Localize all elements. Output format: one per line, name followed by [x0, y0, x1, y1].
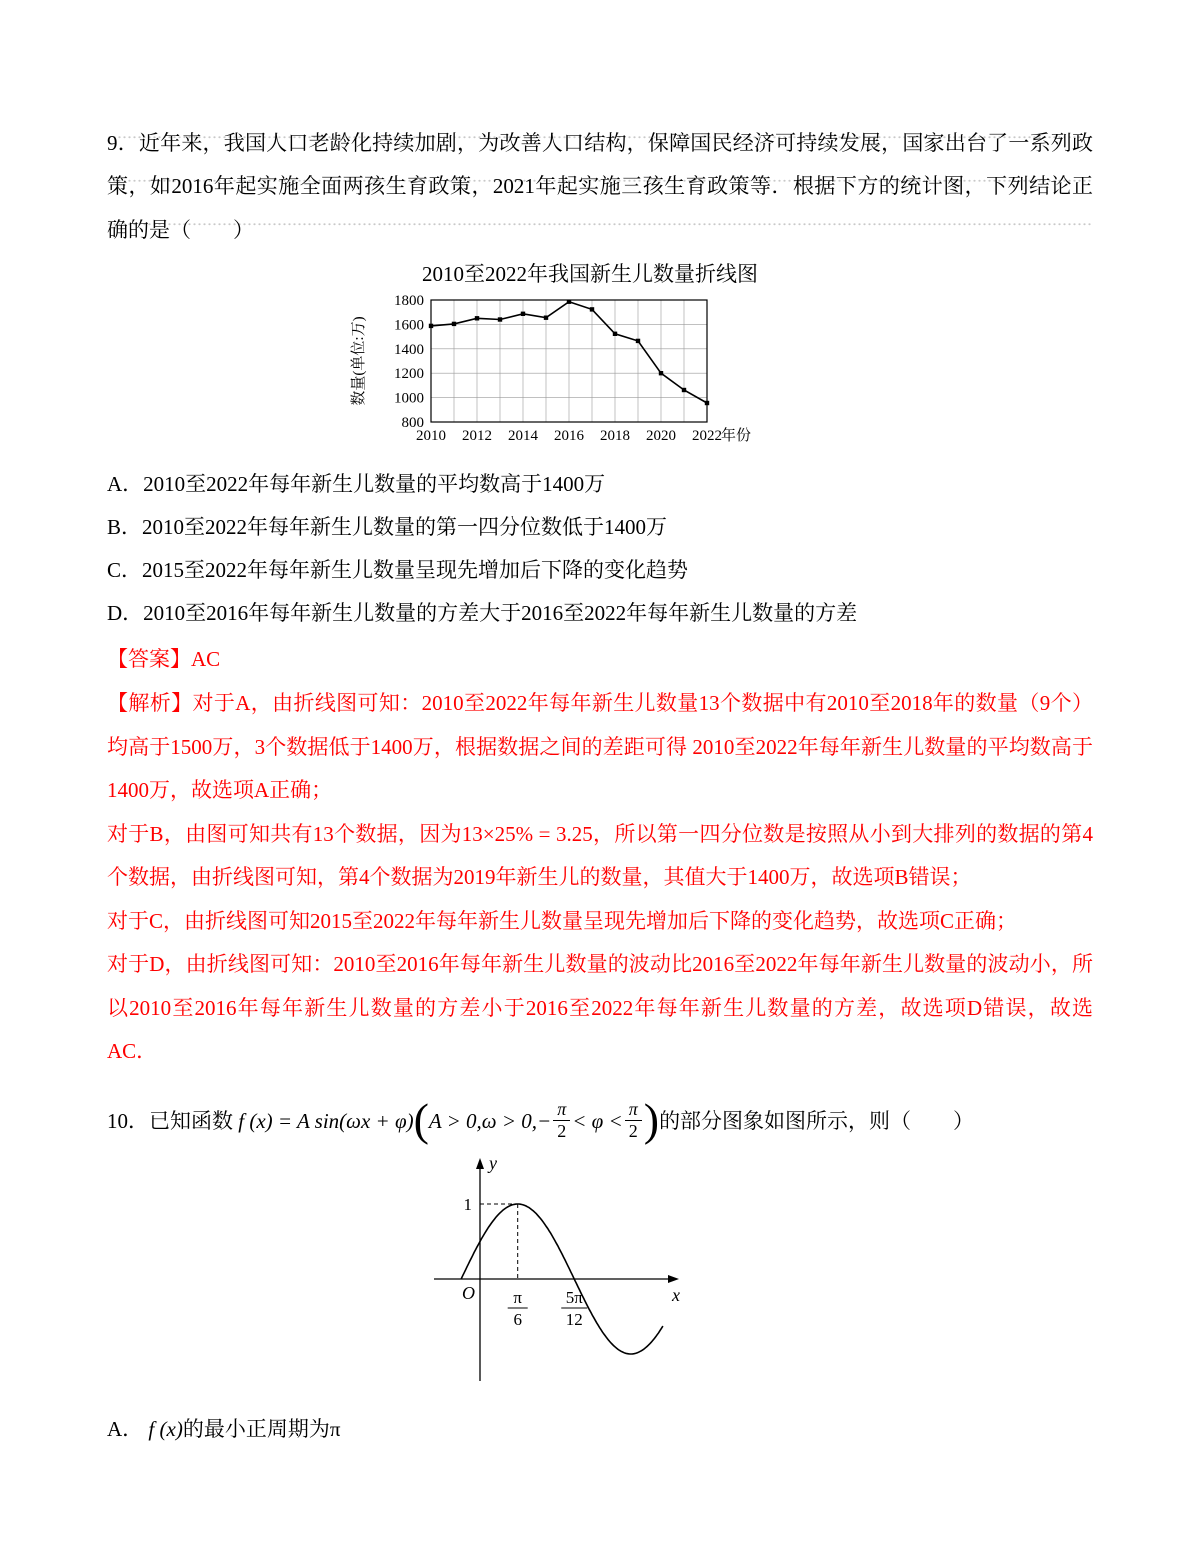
q10-cond-pre: A > 0,ω > 0,−: [428, 1108, 552, 1133]
q9-options: [107, 466, 1093, 632]
answer-label: 【答案】: [107, 646, 191, 671]
svg-text:2020: 2020: [646, 428, 676, 445]
option-text: 2015至2022年每年新生儿数量呈现先增加后下降的变化趋势: [142, 558, 689, 582]
q10-option-a-fx: f (x): [148, 1417, 183, 1442]
svg-text:π: π: [513, 1288, 522, 1308]
svg-text:1400: 1400: [394, 342, 424, 359]
left-big-paren: (: [413, 1094, 429, 1146]
svg-text:1200: 1200: [394, 366, 424, 383]
svg-text:x: x: [672, 1285, 680, 1306]
q9-option-c: [107, 552, 1093, 590]
right-big-paren: ): [643, 1094, 660, 1146]
q9-chart-block: [107, 258, 1093, 461]
svg-text:y: y: [489, 1153, 497, 1174]
svg-text:2016: 2016: [554, 428, 584, 445]
fraction-numerator: π: [553, 1100, 570, 1121]
q10-fx: f (x): [238, 1108, 273, 1133]
svg-text:2012: 2012: [462, 428, 492, 445]
option-label: B．: [107, 515, 143, 540]
q9-option-b: [107, 509, 1093, 547]
svg-text:6: 6: [513, 1310, 522, 1330]
svg-text:2014: 2014: [508, 428, 538, 445]
option-label: A．: [107, 1417, 144, 1442]
q10-option-a: [107, 1411, 1093, 1449]
svg-text:年份: 年份: [721, 428, 752, 445]
q10-number: 10．: [107, 1108, 149, 1133]
option-text: 2010至2022年每年新生儿数量的平均数高于1400万: [143, 472, 606, 497]
option-label: D．: [107, 600, 144, 625]
option-label: A．: [107, 472, 144, 497]
q10-stem-suffix: 的部分图象如图所示，则（ ）: [659, 1108, 975, 1133]
sine-function-graph: [422, 1151, 697, 1391]
svg-text:1000: 1000: [394, 391, 424, 408]
q9-analysis: [107, 682, 1093, 1073]
fraction-pi-over-2: [625, 1100, 642, 1141]
option-text: 2010至2022年每年新生儿数量的第一四分位数低于1400万: [142, 515, 668, 540]
q9-option-a: [107, 466, 1093, 504]
svg-text:O: O: [462, 1283, 475, 1304]
svg-text:2010: 2010: [416, 428, 446, 445]
q9-option-d: [107, 595, 1093, 633]
newborn-line-chart-holder: [347, 290, 1093, 461]
question-10-stem: [107, 1094, 1093, 1146]
q10-cond-mid: < φ <: [572, 1108, 623, 1133]
question-9: [107, 122, 1093, 1074]
svg-text:12: 12: [565, 1310, 583, 1330]
sine-graph-holder: [422, 1151, 1093, 1397]
option-label: C．: [107, 558, 143, 582]
chart-title: 2010至2022年我国新生儿数量折线图: [422, 262, 758, 287]
option-text: 2010至2016年每年新生儿数量的方差大于2016至2022年每年新生儿数量的方差: [143, 600, 858, 625]
fraction-pi-over-2: [553, 1100, 570, 1141]
svg-text:1600: 1600: [394, 317, 424, 334]
q10-eq-rhs: = A sin(ωx + φ): [277, 1108, 414, 1133]
q9-answer-line: [107, 641, 1093, 679]
analysis-paragraph: 【解析】对于A，由折线图可知：2010至2022年每年新生儿数量13个数据中有2010至2018年的数量（9个）均高于1500万，3个数据低于1400万，根据数据之间的差距可得 2010至2022年每年新生儿数量的平均数高于1400万，故选项A正确；: [107, 691, 1093, 803]
fraction-denominator: 2: [628, 1121, 638, 1142]
svg-text:2018: 2018: [600, 428, 630, 445]
analysis-paragraph: 对于B，由图可知共有13个数据，因为13×25% = 3.25，所以第一四分位数是按照从小到大排列的数据的第4个数据，由折线图可知，第4个数据为2019年新生儿的数量，其值大于1400万，故选项B错误；: [107, 821, 1093, 890]
svg-text:数量(单位:万): 数量(单位:万): [351, 316, 367, 406]
analysis-paragraph: 对于D，由折线图可知：2010至2016年每年新生儿数量的波动比2016至2022年每年新生儿数量的波动小，所以2010至2016年每年新生儿数量的方差小于2016至2022年每年新生儿数量的方差，故选项D错误，故选AC．: [107, 952, 1093, 1064]
analysis-paragraph: 对于C，由折线图可知2015至2022年每年新生儿数量呈现先增加后下降的变化趋势，故选项C正确；: [107, 908, 1018, 933]
answer-value: AC: [191, 646, 221, 671]
svg-text:1: 1: [463, 1195, 472, 1215]
newborn-line-chart: [347, 290, 797, 455]
option-text: 的最小正周期为π: [182, 1417, 341, 1442]
svg-text:1800: 1800: [394, 293, 424, 310]
svg-text:2022: 2022: [692, 428, 722, 445]
fraction-numerator: π: [625, 1100, 642, 1121]
svg-text:800: 800: [401, 415, 424, 432]
q10-stem-prefix: 已知函数: [149, 1108, 233, 1133]
fraction-denominator: 2: [557, 1121, 567, 1142]
svg-text:5π: 5π: [565, 1288, 583, 1308]
question-9-stem: 9．近年来，我国人口老龄化持续加剧，为改善人口结构，保障国民经济可持续发展，国家出台了一系列政策，如2016年起实施全面两孩生育政策，2021年起实施三孩生育政策等．根据下方的统计图，下列结论正确的是（ ）: [107, 122, 1093, 252]
question-10: [107, 1094, 1093, 1450]
